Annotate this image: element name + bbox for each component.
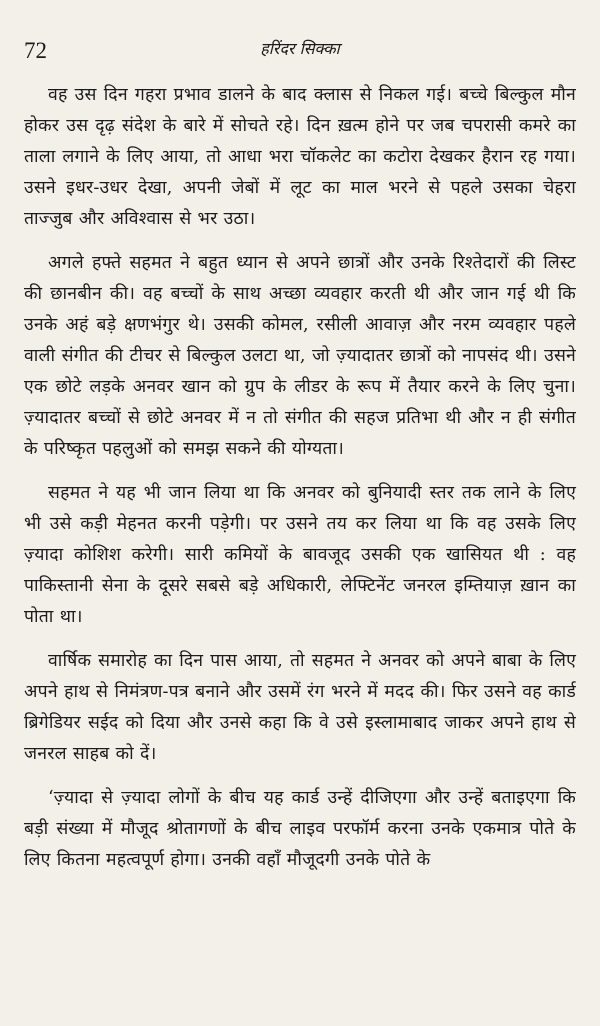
page-number: 72: [24, 38, 47, 63]
paragraph: अगले हफ्ते सहमत ने बहुत ध्यान से अपने छात्रों और उनके रिश्तेदारों की लिस्ट की छानबीन की। वह बच्चों के साथ अच्छा व्यवहार करती थी और जान गई थी कि उनके अहं बड़े क्षणभंगुर थे। उसकी कोमल, रसीली आवाज़ और नरम व्यवहार पहले वाली संगीत की टीचर से बिल्कुल उलटा था, जो ज़्यादातर छात्रों को नापसंद थी। उसने एक छोटे लड़के अनवर खान को ग्रुप के लीडर के रूप में तैयार करने के लिए चुना। ज़्यादातर बच्चों से छोटे अनवर में न तो संगीत की सहज प्रतिभा थी और न ही संगीत के परिष्कृत पहलुओं को समझ सकने की योग्यता।: [24, 253, 576, 459]
running-head: हरिंदर सिक्का: [260, 39, 340, 58]
paragraph: सहमत ने यह भी जान लिया था कि अनवर को बुनियादी स्तर तक लाने के लिए भी उसे कड़ी मेहनत करनी पड़ेगी। पर उसने तय कर लिया था कि वह उसके लिए ज़्यादा कोशिश करेगी। सारी कमियों के बावजूद उसकी एक खासियत थी : वह पाकिस्तानी सेना के दूसरे सबसे बड़े अधिकारी, लेफ्टिनेंट जनरल इम्तियाज़ ख़ान का पोता था।: [24, 483, 576, 627]
paragraph: वह उस दिन गहरा प्रभाव डालने के बाद क्लास से निकल गई। बच्चे बिल्कुल मौन होकर उस दृढ़ संदेश के बारे में सोचते रहे। दिन ख़त्म होने पर जब चपरासी कमरे का ताला लगाने के लिए आया, तो आधा भरा चॉकलेट का कटोरा देखकर हैरान रह गया। उसने इधर-उधर देखा, अपनी जेबों में लूट का माल भरने से पहले उसका चेहरा ताज्जुब और अविश्वास से भर उठा।: [24, 85, 576, 229]
paragraph: ‘ज़्यादा से ज़्यादा लोगों के बीच यह कार्ड उन्हें दीजिएगा और उन्हें बताइएगा कि बड़ी संख्या में मौजूद श्रोतागणों के बीच लाइव परफॉर्म करना उनके एकमात्र पोते के लिए कितना महत्वपूर्ण होगा। उनकी वहाँ मौजूदगी उनके पोते के: [24, 788, 576, 870]
paragraph: वार्षिक समारोह का दिन पास आया, तो सहमत ने अनवर को अपने बाबा के लिए अपने हाथ से निमंत्रण-पत्र बनाने और उसमें रंग भरने में मदद की। फिर उसने वह कार्ड ब्रिगेडियर सईद को दिया और उनसे कहा कि वे उसे इस्लामाबाद जाकर अपने हाथ से जनरल साहब को दें।: [24, 651, 576, 764]
page-header: [24, 37, 576, 65]
page-body: [24, 80, 576, 876]
